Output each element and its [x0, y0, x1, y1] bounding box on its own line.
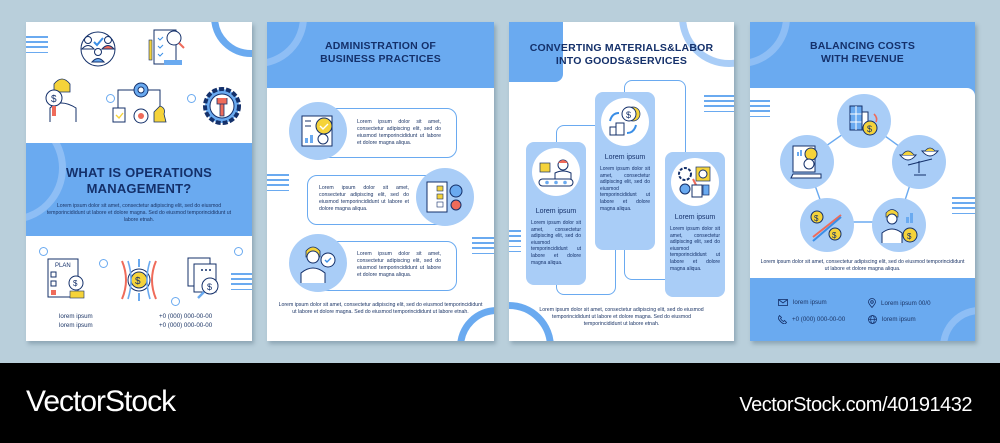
image-url: VectorStock.com/40191432: [739, 394, 972, 416]
svg-text:$: $: [51, 94, 57, 105]
team-check-icon: [78, 30, 118, 68]
financial-report-hand-icon: [780, 135, 834, 189]
step-column: [595, 92, 655, 250]
page-title: BALANCING COSTS WITH REVENUE: [809, 40, 916, 65]
decorative-dot: [234, 247, 243, 256]
svg-text:$: $: [814, 214, 819, 223]
money-flow-icon: [116, 257, 162, 303]
building-money-icon: [837, 94, 891, 148]
decorative-dot: [39, 247, 48, 256]
svg-text:$: $: [626, 110, 632, 120]
step-column: [665, 152, 725, 297]
gear-wrench-icon: [200, 84, 244, 128]
decorative-lines: [26, 36, 48, 57]
financial-analyst-icon: [40, 74, 80, 122]
brochure-page-administration: [267, 22, 494, 341]
page-title: CONVERTING MATERIALS&LABOR INTO GOODS&SERVICES: [529, 42, 714, 67]
step-text: Lorem ipsum dolor sit amet, consectetur adipiscing elit, sed do eiusmod temporincididunt ut labore et dolore magna aliqua.: [670, 226, 720, 272]
brand-logo: VectorStock: [26, 385, 176, 418]
brochure-page-converting: [509, 22, 734, 341]
checklist-search-icon: [146, 26, 186, 68]
decorative-lines: [472, 237, 494, 258]
step-column: [526, 142, 586, 285]
phone-icon: [778, 315, 787, 324]
title-band: [26, 143, 252, 236]
strategy-flow-icon: [110, 80, 172, 126]
svg-text:$: $: [73, 279, 78, 288]
contact-address: Lorem ipsum 00/0: [868, 298, 931, 308]
decorative-lines: [704, 95, 734, 116]
footer-text: Lorem ipsum dolor sit amet, consectetur adipiscing elit, sed do eiusmod temporincididunt ut labore et dolore magna. Sed do eiusmod temporincididunt ut labore etnah.: [539, 307, 704, 327]
body-text: Lorem ipsum dolor sit amet, consectetur adipiscing elit, sed do eiusmod temporincididunt ut labore et dolore magna aliqua.: [760, 259, 965, 272]
contact-phones: +0 (000) 000-00-00 +0 (000) 000-00-00: [159, 313, 213, 329]
manager-gear-icon: [289, 234, 347, 292]
decorative-dot: [187, 94, 196, 103]
footer-text: Lorem ipsum dolor sit amet, consectetur adipiscing elit, sed do eiusmod temporincididunt ut labore et dolore magna. Sed do eiusmod temporincididunt ut labore etnah.: [278, 302, 483, 315]
page-title: WHAT IS OPERATIONS MANAGEMENT?: [65, 165, 213, 196]
brochure-page-what-is-operations: [26, 22, 252, 341]
intro-text: Lorem ipsum dolor sit amet, consectetur adipiscing elit, sed do eiusmod temporincididunt ut labore et dolore magna. Sed do eiusmod temporincididunt ut labore etnah.: [46, 203, 232, 223]
checklist-gears-icon: [416, 168, 474, 226]
report-gear-icon: [289, 102, 347, 160]
businessman-money-bag-icon: [872, 198, 926, 252]
worker-conveyor-icon: [532, 148, 580, 196]
title-band: [267, 22, 494, 88]
decorative-ring: [940, 307, 975, 341]
globe-icon: [868, 315, 877, 324]
document-search-dollar-icon: [186, 254, 226, 302]
step-text: Lorem ipsum dolor sit amet, consectetur adipiscing elit, sed do eiusmod temporincididunt ut labore et dolore magna aliqua.: [531, 220, 581, 266]
decorative-dot: [99, 259, 108, 268]
brochure-page-balancing: [750, 22, 975, 341]
decorative-lines: [509, 230, 521, 256]
goods-money-exchange-icon: [601, 98, 649, 146]
step-text: Lorem ipsum dolor sit amet, consectetur adipiscing elit, sed do eiusmod temporincididunt ut labore et dolore magna aliqua.: [600, 166, 650, 212]
step-heading: Lorem ipsum: [674, 214, 716, 221]
decorative-lines: [267, 174, 289, 195]
page-title: ADMINISTRATION OF BUSINESS PRACTICES: [320, 40, 441, 65]
location-pin-icon: [868, 298, 876, 308]
step-heading: Lorem ipsum: [604, 154, 646, 161]
decorative-ring: [211, 22, 252, 57]
svg-text:$: $: [135, 276, 141, 287]
watermark-footer: [0, 363, 1000, 443]
decorative-dot: [171, 297, 180, 306]
decorative-lines: [231, 273, 252, 294]
step-heading: Lorem ipsum: [535, 208, 577, 215]
card-text: Lorem ipsum dolor sit amet, consectetur adipiscing elit, sed do eiusmod temporincididunt ut labore et dolore magna aliqua.: [357, 251, 441, 278]
card-text: Lorem ipsum dolor sit amet, consectetur adipiscing elit, sed do eiusmod temporincididunt ut labore et dolore magna aliqua.: [357, 119, 441, 146]
contact-website: lorem ipsum: [868, 315, 916, 324]
card-text: Lorem ipsum dolor sit amet, consectetur adipiscing elit, sed do eiusmod temporincididunt ut labore et dolore magna aliqua.: [319, 185, 409, 212]
up-down-arrows-icon: [800, 198, 854, 252]
contact-email: lorem ipsum: [778, 299, 827, 306]
svg-text:PLAN: PLAN: [55, 263, 71, 269]
svg-text:$: $: [907, 232, 912, 241]
svg-text:$: $: [207, 282, 213, 292]
envelope-icon: [778, 299, 788, 306]
decorative-dot: [106, 94, 115, 103]
svg-text:$: $: [832, 231, 837, 240]
scales-balance-icon: [892, 135, 946, 189]
contact-names: lorem ipsum lorem ipsum: [59, 313, 93, 329]
svg-text:$: $: [867, 124, 873, 134]
plan-checklist-icon: [46, 257, 88, 301]
contact-phone: +0 (000) 000-00-00: [778, 315, 845, 324]
service-tools-icon: [671, 158, 719, 206]
